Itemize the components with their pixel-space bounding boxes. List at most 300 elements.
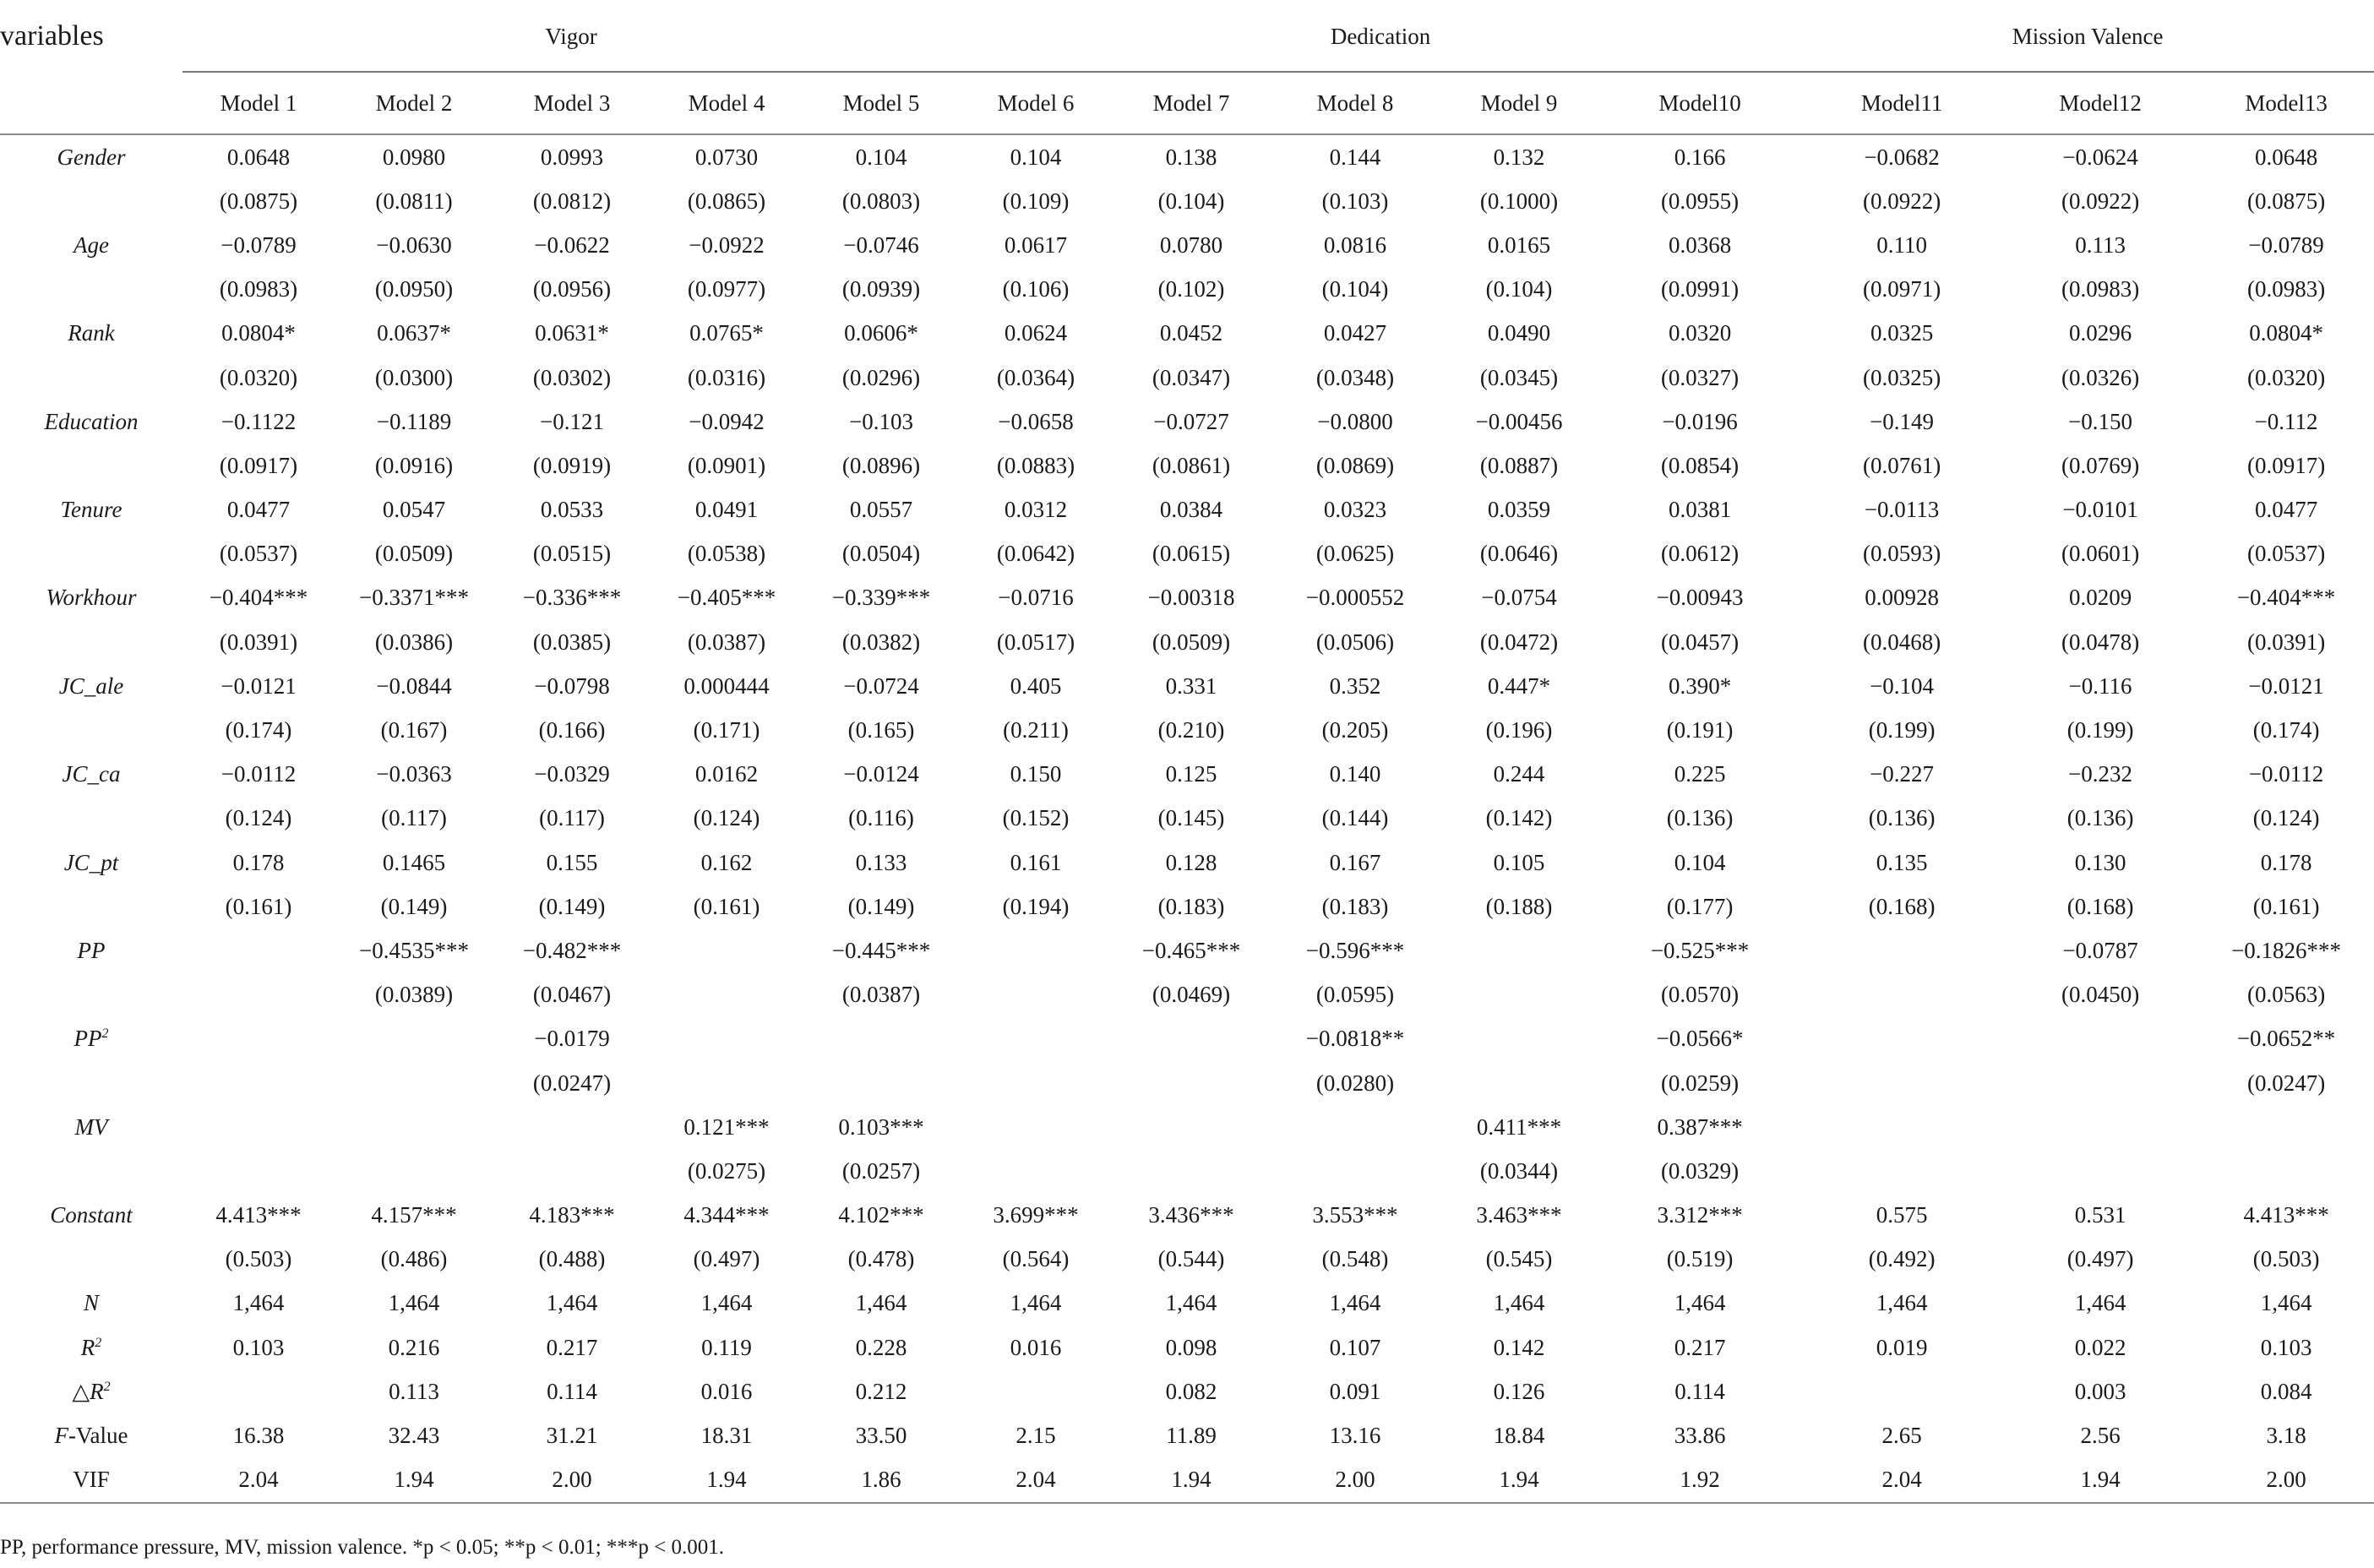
table-cell: 0.167 xyxy=(1329,849,1381,875)
row-label-text: Constant xyxy=(50,1202,133,1228)
table-cell: 0.0490 xyxy=(1487,320,1551,346)
table-cell: 2.65 xyxy=(1881,1423,1922,1449)
table-cell: −0.0566* xyxy=(1656,1026,1744,1052)
row-label-text: JC_ca xyxy=(62,761,121,787)
table-cell: 0.0296 xyxy=(2068,320,2132,346)
table-cell: 0.105 xyxy=(1493,849,1545,875)
table-cell: (0.0472) xyxy=(1479,629,1559,655)
table-cell: (0.0883) xyxy=(996,452,1075,478)
table-cell: −0.1826*** xyxy=(2231,937,2342,963)
table-cell: 4.413*** xyxy=(215,1202,302,1228)
table-cell: 0.1465 xyxy=(382,849,446,875)
row-label-text: Gender xyxy=(57,144,126,170)
table-cell: −0.339*** xyxy=(831,585,931,611)
table-cell: 0.130 xyxy=(2074,849,2126,875)
table-cell: 0.162 xyxy=(700,849,753,875)
table-cell: −0.482*** xyxy=(522,937,622,963)
table-cell: 1,464 xyxy=(855,1290,907,1316)
table-cell: 0.0631* xyxy=(535,320,609,346)
table-cell: (0.0917) xyxy=(2246,452,2326,478)
model-header: Model 9 xyxy=(1440,73,1598,134)
table-cell: (0.0971) xyxy=(1862,276,1941,302)
table-row xyxy=(0,1282,2374,1326)
model-header: Model 4 xyxy=(651,73,803,134)
table-cell xyxy=(960,928,1112,972)
table-cell xyxy=(1112,1017,1271,1061)
table-cell: 0.0804* xyxy=(2249,320,2323,346)
model-header: Model 5 xyxy=(803,73,960,134)
table-cell: 32.43 xyxy=(388,1423,440,1449)
table-cell: (0.0811) xyxy=(375,188,453,214)
row-label xyxy=(0,841,182,885)
table-cell: (0.488) xyxy=(538,1246,606,1272)
table-cell: (0.0300) xyxy=(374,364,454,390)
table-cell: (0.0939) xyxy=(841,276,921,302)
table-cell: (0.124) xyxy=(225,805,292,831)
table-cell: 2.00 xyxy=(1271,1458,1440,1503)
row-label xyxy=(0,312,182,356)
table-cell: (0.0919) xyxy=(532,452,612,478)
table-cell: (0.0320) xyxy=(219,364,298,390)
table-cell xyxy=(960,1149,1112,1193)
row-label-text: MV xyxy=(74,1113,108,1140)
table-cell xyxy=(2198,1105,2374,1149)
row-label xyxy=(0,973,182,1017)
table-cell: (0.199) xyxy=(2066,717,2134,743)
row-label xyxy=(0,797,182,841)
table-cell: 0.003 xyxy=(2074,1378,2126,1404)
table-row xyxy=(0,841,2374,885)
table-cell: 18.31 xyxy=(700,1423,753,1449)
table-cell: 0.212 xyxy=(855,1378,907,1404)
table-cell: (0.0389) xyxy=(374,982,454,1008)
row-label-text: VIF xyxy=(73,1467,110,1493)
model-header: Model 3 xyxy=(493,73,651,134)
table-cell: (0.0457) xyxy=(1660,629,1740,655)
table-cell: 0.084 xyxy=(2260,1378,2312,1404)
table-cell: 0.142 xyxy=(1493,1334,1545,1360)
table-cell: (0.0382) xyxy=(841,629,921,655)
table-cell: 4.157*** xyxy=(371,1202,457,1228)
model-header: Model 8 xyxy=(1271,73,1440,134)
table-cell: 0.126 xyxy=(1493,1378,1545,1404)
table-cell: 4.413*** xyxy=(2243,1202,2329,1228)
table-cell: 0.0730 xyxy=(694,144,759,170)
table-cell xyxy=(960,973,1112,1017)
table-cell: 3.436*** xyxy=(1148,1202,1234,1228)
table-cell: −0.0818** xyxy=(1305,1026,1405,1052)
table-cell: (0.0469) xyxy=(1152,982,1231,1008)
table-cell: (0.0537) xyxy=(219,541,298,567)
group-header-vigor: Vigor xyxy=(182,0,960,73)
row-label-text: JC_pt xyxy=(63,849,119,875)
model-header: Model11 xyxy=(1801,73,2002,134)
table-cell: −0.0630 xyxy=(376,231,452,258)
table-cell: (0.145) xyxy=(1157,805,1225,831)
table-row xyxy=(0,1061,2374,1105)
row-label-text: PP xyxy=(77,937,106,963)
table-cell: (0.191) xyxy=(1666,717,1734,743)
table-cell: 0.161 xyxy=(1010,849,1062,875)
table-cell: 0.331 xyxy=(1165,672,1217,699)
table-cell xyxy=(182,973,335,1017)
table-cell: 0.0648 xyxy=(2254,144,2318,170)
table-cell xyxy=(1801,1017,2002,1061)
table-cell: 0.390* xyxy=(1668,672,1732,699)
table-cell xyxy=(651,1061,803,1105)
table-cell: (0.0887) xyxy=(1479,452,1559,478)
row-label-text: Tenure xyxy=(60,497,123,523)
table-cell: 1.94 xyxy=(335,1458,493,1503)
table-cell: −0.0682 xyxy=(1864,144,1940,170)
table-cell: 0.216 xyxy=(388,1334,440,1360)
table-cell: −0.0658 xyxy=(998,408,1074,434)
table-cell: 1,464 xyxy=(1010,1290,1062,1316)
table-cell: 1,464 xyxy=(1329,1290,1381,1316)
table-cell: (0.503) xyxy=(225,1246,292,1272)
table-cell: 0.110 xyxy=(1876,231,1927,258)
table-cell xyxy=(182,1369,335,1413)
table-cell: 0.00928 xyxy=(1865,585,1939,611)
table-cell: (0.0865) xyxy=(687,188,766,214)
table-cell xyxy=(1271,1149,1440,1193)
table-cell: (0.168) xyxy=(1868,893,1936,919)
table-cell: (0.0259) xyxy=(1660,1070,1740,1096)
table-cell: −0.0942 xyxy=(689,408,765,434)
table-cell: −0.3371*** xyxy=(359,585,469,611)
table-cell: 0.000444 xyxy=(683,672,770,699)
table-cell: 0.125 xyxy=(1165,761,1217,787)
table-cell: 0.166 xyxy=(1674,144,1726,170)
row-label xyxy=(0,664,182,708)
table-row xyxy=(0,134,2374,179)
table-row xyxy=(0,1369,2374,1413)
table-cell: −0.0124 xyxy=(843,761,919,787)
group-header-row xyxy=(0,0,2374,73)
table-cell: (0.167) xyxy=(380,717,448,743)
table-cell: 0.132 xyxy=(1493,144,1545,170)
table-cell: (0.0861) xyxy=(1152,452,1231,478)
table-cell: (0.0247) xyxy=(532,1070,612,1096)
row-label xyxy=(0,134,182,179)
row-label-text: Age xyxy=(74,231,109,258)
table-cell: (0.503) xyxy=(2252,1246,2320,1272)
table-cell xyxy=(651,973,803,1017)
table-cell: 0.178 xyxy=(2260,849,2312,875)
table-cell: (0.564) xyxy=(1002,1246,1070,1272)
table-cell: (0.124) xyxy=(2252,805,2320,831)
table-cell xyxy=(1440,973,1598,1017)
table-row xyxy=(0,620,2374,664)
table-cell: 0.531 xyxy=(2074,1202,2126,1228)
table-cell: −0.596*** xyxy=(1305,937,1405,963)
table-cell xyxy=(182,1149,335,1193)
table-cell: (0.161) xyxy=(225,893,292,919)
table-cell: (0.0875) xyxy=(219,188,298,214)
table-cell: 0.0606* xyxy=(844,320,918,346)
table-cell: (0.0537) xyxy=(2246,541,2326,567)
table-cell: 1.94 xyxy=(1440,1458,1598,1503)
row-label-text: Workhour xyxy=(46,585,137,611)
row-label xyxy=(0,1282,182,1326)
table-cell: −0.404*** xyxy=(209,585,308,611)
row-label xyxy=(0,1194,182,1238)
table-cell: (0.0615) xyxy=(1152,541,1231,567)
table-cell: 0.133 xyxy=(855,849,907,875)
table-cell: 0.016 xyxy=(700,1378,753,1404)
table-cell: (0.519) xyxy=(1666,1246,1734,1272)
table-row xyxy=(0,179,2374,223)
table-cell: 0.150 xyxy=(1010,761,1062,787)
table-cell: 1.94 xyxy=(2002,1458,2198,1503)
table-cell: 0.019 xyxy=(1876,1334,1928,1360)
table-cell: (0.174) xyxy=(225,717,292,743)
table-cell: −0.0121 xyxy=(221,672,297,699)
table-cell: (0.0296) xyxy=(841,364,921,390)
table-cell: 0.217 xyxy=(1674,1334,1726,1360)
table-row xyxy=(0,708,2374,752)
table-cell: (0.0345) xyxy=(1479,364,1559,390)
table-cell: (0.149) xyxy=(380,893,448,919)
row-label xyxy=(0,1017,182,1061)
table-cell: (0.0327) xyxy=(1660,364,1740,390)
row-label xyxy=(0,1458,182,1503)
row-label xyxy=(0,620,182,664)
table-cell: (0.1000) xyxy=(1479,188,1559,214)
table-cell xyxy=(182,1017,335,1061)
table-cell: (0.0977) xyxy=(687,276,766,302)
table-cell: (0.0563) xyxy=(2246,982,2326,1008)
table-cell: 0.022 xyxy=(2074,1334,2126,1360)
table-cell xyxy=(1801,1061,2002,1105)
table-cell xyxy=(2002,1061,2198,1105)
table-cell: (0.0854) xyxy=(1660,452,1740,478)
table-row xyxy=(0,444,2374,487)
row-label-text: Education xyxy=(44,408,139,434)
table-cell: −0.104 xyxy=(1870,672,1935,699)
table-cell xyxy=(1801,1369,2002,1413)
table-cell: −0.0196 xyxy=(1662,408,1738,434)
table-cell: −0.0112 xyxy=(2248,761,2324,787)
table-cell: (0.161) xyxy=(2252,893,2320,919)
table-cell: 0.140 xyxy=(1329,761,1381,787)
row-label xyxy=(0,708,182,752)
table-cell: 0.0209 xyxy=(2068,585,2132,611)
table-cell: (0.0509) xyxy=(374,541,454,567)
table-cell: (0.199) xyxy=(1868,717,1936,743)
table-row xyxy=(0,753,2374,797)
table-note: PP, performance pressure, MV, mission valence. *p < 0.05; **p < 0.01; ***p < 0.001. xyxy=(0,1536,725,1559)
table-cell: 1.94 xyxy=(1112,1458,1271,1503)
table-cell xyxy=(1801,928,2002,972)
row-label xyxy=(0,576,182,620)
table-cell: 0.0624 xyxy=(1004,320,1068,346)
table-cell: 1,464 xyxy=(1165,1290,1217,1316)
table-cell: 18.84 xyxy=(1493,1423,1545,1449)
table-cell: −0.0652** xyxy=(2236,1026,2336,1052)
table-cell xyxy=(1440,1061,1598,1105)
row-label-text: PP xyxy=(74,1026,102,1052)
table-cell: 0.0547 xyxy=(382,497,446,523)
table-cell: (0.0504) xyxy=(841,541,921,567)
table-cell: (0.149) xyxy=(847,893,915,919)
table-cell: (0.0593) xyxy=(1862,541,1941,567)
table-cell: (0.205) xyxy=(1321,717,1389,743)
table-cell: (0.497) xyxy=(2066,1246,2134,1272)
table-cell: 0.0533 xyxy=(540,497,604,523)
table-cell: −0.1189 xyxy=(376,408,452,434)
table-cell: 11.89 xyxy=(1166,1423,1217,1449)
table-cell: 1.94 xyxy=(651,1458,803,1503)
table-cell: 0.0804* xyxy=(221,320,296,346)
table-cell: 3.312*** xyxy=(1657,1202,1743,1228)
row-label xyxy=(0,444,182,487)
table-cell: 1.92 xyxy=(1598,1458,1801,1503)
table-cell: (0.102) xyxy=(1157,276,1225,302)
table-cell: 2.04 xyxy=(1801,1458,2002,1503)
table-cell: −0.0789 xyxy=(221,231,297,258)
table-cell: 31.21 xyxy=(546,1423,598,1449)
table-cell: (0.174) xyxy=(2252,717,2320,743)
table-row xyxy=(0,1194,2374,1238)
table-cell: 3.18 xyxy=(2266,1423,2306,1449)
table-row xyxy=(0,1149,2374,1193)
table-cell: (0.0761) xyxy=(1862,452,1941,478)
table-cell: (0.478) xyxy=(847,1246,915,1272)
table-cell: 0.144 xyxy=(1329,144,1381,170)
table-cell: (0.545) xyxy=(1485,1246,1553,1272)
table-cell: 0.113 xyxy=(2075,231,2126,258)
table-cell: (0.0348) xyxy=(1315,364,1395,390)
table-cell: (0.165) xyxy=(847,717,915,743)
model-header: Model 1 xyxy=(182,73,335,134)
table-cell: (0.0302) xyxy=(532,364,612,390)
table-cell: (0.0517) xyxy=(996,629,1075,655)
row-label-superscript: 2 xyxy=(95,1335,102,1350)
row-label-text: R xyxy=(80,1334,95,1360)
table-cell: −0.525*** xyxy=(1650,937,1750,963)
table-cell: (0.0595) xyxy=(1315,982,1395,1008)
table-cell: (0.136) xyxy=(1666,805,1734,831)
table-cell: (0.117) xyxy=(381,805,447,831)
table-cell xyxy=(335,1149,493,1193)
table-cell: (0.0570) xyxy=(1660,982,1740,1008)
table-cell: −0.1122 xyxy=(221,408,297,434)
table-cell: 0.0491 xyxy=(694,497,759,523)
table-cell: 2.56 xyxy=(2080,1423,2121,1449)
table-cell: −0.0754 xyxy=(1481,585,1557,611)
table-cell: (0.0391) xyxy=(2246,629,2326,655)
table-cell: (0.0326) xyxy=(2061,364,2140,390)
table-cell: 1,464 xyxy=(2260,1290,2312,1316)
table-cell: −0.0121 xyxy=(2248,672,2324,699)
model-header: Model13 xyxy=(2198,73,2374,134)
table-row xyxy=(0,356,2374,400)
table-cell: 0.0368 xyxy=(1668,231,1732,258)
table-cell: (0.0344) xyxy=(1479,1157,1559,1184)
table-cell: (0.0950) xyxy=(374,276,454,302)
table-cell: (0.0385) xyxy=(532,629,612,655)
table-cell: (0.0812) xyxy=(532,188,612,214)
table-cell: 0.103*** xyxy=(838,1113,924,1140)
table-cell: (0.0320) xyxy=(2246,364,2326,390)
table-cell: (0.0646) xyxy=(1479,541,1559,567)
table-row xyxy=(0,1105,2374,1149)
table-cell: (0.149) xyxy=(538,893,606,919)
table-cell: (0.171) xyxy=(693,717,760,743)
table-body xyxy=(0,134,2374,1503)
table-row xyxy=(0,1413,2374,1457)
table-cell: (0.0922) xyxy=(1862,188,1941,214)
table-cell: −0.404*** xyxy=(2236,585,2336,611)
table-cell xyxy=(1112,1061,1271,1105)
model-header-row xyxy=(0,73,2374,134)
table-row xyxy=(0,576,2374,620)
table-cell: (0.0509) xyxy=(1152,629,1231,655)
table-cell: 1,464 xyxy=(1674,1290,1726,1316)
table-cell: 0.0993 xyxy=(540,144,604,170)
table-cell xyxy=(182,1105,335,1149)
model-header: Model10 xyxy=(1598,73,1801,134)
table-cell: (0.0991) xyxy=(1660,276,1740,302)
table-cell: 1,464 xyxy=(232,1290,285,1316)
table-cell: (0.486) xyxy=(380,1246,448,1272)
table-cell: 0.0325 xyxy=(1870,320,1934,346)
table-cell: (0.0803) xyxy=(841,188,921,214)
table-cell xyxy=(335,1105,493,1149)
table-cell: 0.411*** xyxy=(1476,1113,1562,1140)
row-label xyxy=(0,532,182,576)
table-cell xyxy=(1112,1149,1271,1193)
table-cell xyxy=(2002,1017,2198,1061)
table-cell: 0.0765* xyxy=(689,320,764,346)
table-cell: (0.168) xyxy=(2066,893,2134,919)
table-cell: (0.0347) xyxy=(1152,364,1231,390)
table-cell: 4.102*** xyxy=(838,1202,924,1228)
table-cell: 0.016 xyxy=(1010,1334,1062,1360)
table-cell: 0.0384 xyxy=(1159,497,1223,523)
table-row xyxy=(0,400,2374,444)
table-cell: (0.183) xyxy=(1321,893,1389,919)
table-cell: −0.0329 xyxy=(534,761,610,787)
table-row xyxy=(0,488,2374,532)
table-cell: (0.548) xyxy=(1321,1246,1389,1272)
table-cell: (0.188) xyxy=(1485,893,1553,919)
table-cell: (0.0386) xyxy=(374,629,454,655)
table-cell: (0.194) xyxy=(1002,893,1070,919)
table-cell: 3.699*** xyxy=(993,1202,1079,1228)
table-cell: 0.0452 xyxy=(1159,320,1223,346)
table-cell: 1,464 xyxy=(700,1290,753,1316)
table-cell: 0.0617 xyxy=(1004,231,1068,258)
table-cell: 1,464 xyxy=(388,1290,440,1316)
model-header-blank xyxy=(0,73,182,134)
table-cell: (0.109) xyxy=(1002,188,1070,214)
table-cell: (0.161) xyxy=(693,893,760,919)
table-cell: (0.0601) xyxy=(2061,541,2140,567)
table-cell: 2.00 xyxy=(493,1458,651,1503)
table-cell: 0.103 xyxy=(232,1334,285,1360)
table-cell: −0.232 xyxy=(2068,761,2133,787)
table-cell xyxy=(2002,1149,2198,1193)
table-cell: 0.447* xyxy=(1487,672,1551,699)
table-cell xyxy=(1801,1149,2002,1193)
row-label xyxy=(0,223,182,267)
table-cell: (0.196) xyxy=(1485,717,1553,743)
table-cell: 0.575 xyxy=(1876,1202,1928,1228)
table-cell: (0.103) xyxy=(1321,188,1389,214)
table-row xyxy=(0,928,2374,972)
